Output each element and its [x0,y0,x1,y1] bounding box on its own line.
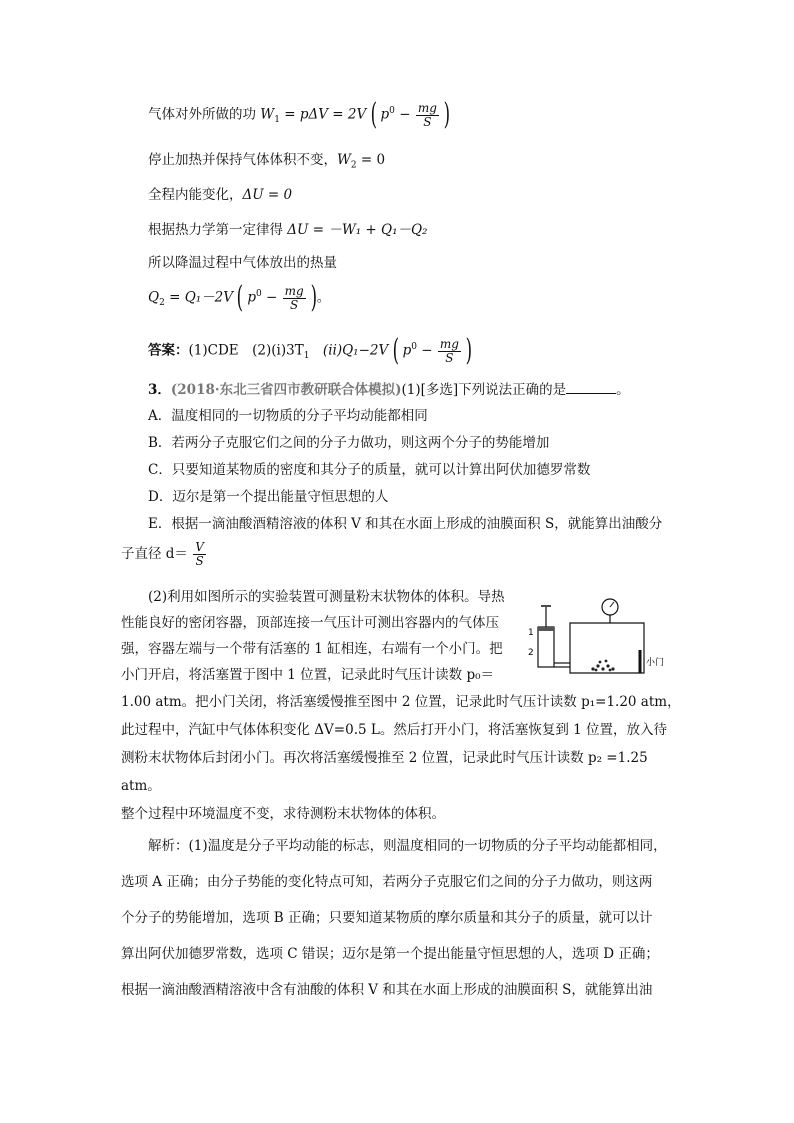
part2-line-3: 强，容器左端与一个带有活塞的 1 缸相连，右端有一个小门。把 [121,641,503,657]
s-den: S [195,554,204,568]
work-sub: 1 [274,115,280,126]
answer-line [148,333,473,368]
door-label: 小门 [646,658,665,668]
apparatus-figure [520,595,680,685]
part2-line-9: 整个过程中环境温度不变，求待测粉末状物体的体积。 [121,806,445,822]
option-a: A．温度相同的一切物质的分子平均动能都相同 [148,408,428,424]
work-mid: = pΔV = 2V [284,106,367,123]
q2-minus: − [266,289,278,306]
ans-p: p [402,342,412,359]
left-paren: ( [370,97,377,132]
option-e-tail-text: 子直径 d＝ [121,546,188,562]
p-symbol: p [380,106,390,123]
ans-p-sup: 0 [411,342,417,352]
q2-left-paren: ( [236,280,244,315]
q2-mid: = Q₁－2V [164,289,234,306]
answer-part1: (1)CDE (2)(ⅰ)3T [188,342,304,359]
mg-over-s [416,102,439,129]
part2-line-7: 测粉末状物体后封闭小门。再次将活塞缓慢推至 2 位置，记录此时气压计读数 p₂ =1.25 [121,750,648,766]
q2-p-sup: 0 [256,289,262,299]
part2-line-6: 此过程中，汽缸中气体体积变化 ΔV=0.5 L。然后打开小门，将活塞恢复到 1 位置，放入待 [121,722,667,738]
work-symbol: W [260,106,275,123]
w2-text: 停止加热并保持气体体积不变， [148,152,337,168]
question-3 [148,381,630,398]
part2-line-4: 小门开启，将活塞置于图中 1 位置，记录此时气压计读数 p₀＝ [121,667,495,683]
frac-num: mg [417,100,437,115]
option-e-tail [121,541,207,568]
w2-line [148,152,385,171]
q2-symbol: Q [148,289,160,306]
analysis-line-5: 根据一滴油酸酒精溶液中含有油酸的体积 V 和其在水面上形成的油膜面积 S，就能算出油 [121,982,653,998]
part2-line-1: (2)利用如图所示的实验装置可测量粉末状物体的体积。导热 [148,589,505,605]
analysis-line-3: 个分子的势能增加，选项 B 正确；只要知道某物质的摩尔质量和其分子的质量，就可以计 [121,910,653,926]
q2-frac-den: S [290,297,299,312]
position-2-label: 2 [528,648,534,658]
work-line [148,97,451,132]
option-b: B．若两分子克服它们之间的分子力做功，则这两个分子的势能增加 [148,435,550,451]
position-1-label: 1 [528,628,534,638]
ans-frac [438,338,461,365]
first-law-line [148,222,427,238]
ans-minus: − [421,342,433,359]
part2-line-8: atm。 [121,778,161,794]
ans-left-paren: ( [392,333,399,368]
work-label: 气体对外所做的功 [148,106,256,123]
analysis-line-4: 算出阿伏加德罗常数，选项 C 错误；迈尔是第一个提出能量守恒思想的人，选项 D 正确； [121,946,659,962]
w2-sub: 2 [350,160,357,171]
w2-rest: = 0 [356,152,386,168]
q2-line [148,280,331,315]
du-line [148,187,292,203]
q2-right-paren: ) [310,280,318,315]
p-sup: 0 [389,106,395,116]
answer-part2: (ⅱ)Q₁−2V [309,342,389,359]
q2-frac [283,285,306,312]
analysis-text-1: 解析：(1)温度是分子平均动能的标志，则温度相同的一切物质的分子平均动能都相同， [148,838,667,854]
q3-source: (2018·东北三省四市教研联合体模拟) [170,382,402,398]
option-d: D．迈尔是第一个提出能量守恒思想的人 [148,489,389,505]
q3-end: 。 [616,382,630,398]
q2-end: 。 [316,289,331,306]
du-formula: ΔU = 0 [242,187,293,203]
v-over-s [193,541,206,568]
q2-p: p [247,289,256,306]
answer-blank [566,381,616,394]
option-c: C．只要知道某物质的密度和其分子的质量，就可以计算出阿伏加德罗常数 [148,462,591,478]
analysis-line-2: 选项 A 正确；由分子势能的变化特点可知，若两分子克服它们之间的分子力做功，则这两 [121,874,653,890]
du-text: 全程内能变化， [148,187,243,203]
answer-sub: 1 [303,351,310,362]
w2-symbol: W [337,152,351,168]
part2-line-2: 性能良好的密闭容器，顶部连接一气压计可测出容器内的气体压 [121,615,499,631]
ans-frac-num: mg [439,336,459,351]
v-num: V [195,540,204,554]
q3-stem: (1)[多选]下列说法正确的是 [401,382,567,398]
first-law-text: 根据热力学第一定律得 [148,222,288,238]
ans-frac-den: S [445,350,454,365]
q2-sub: 2 [159,298,165,309]
option-e: E．根据一滴油酸酒精溶液的体积 V 和其在水面上形成的油膜面积 S，就能算出油酸分 [148,516,663,532]
minus-sign: − [399,106,411,123]
q2-frac-num: mg [284,283,304,298]
cool-line: 所以降温过程中气体放出的热量 [148,255,337,271]
ans-right-paren: ) [465,333,473,368]
analysis-line-1 [148,838,667,854]
part2-line-5: 1.00 atm。把小门关闭，将活塞缓慢推至图中 2 位置，记录此时气压计读数 p₁=1.20 atm， [121,694,681,710]
first-law-formula: ΔU = －W₁ + Q₁－Q₂ [287,222,428,238]
q3-number: 3． [148,382,171,398]
right-paren: ) [443,97,451,132]
answer-label: 答案： [148,342,189,359]
frac-den: S [423,114,432,129]
